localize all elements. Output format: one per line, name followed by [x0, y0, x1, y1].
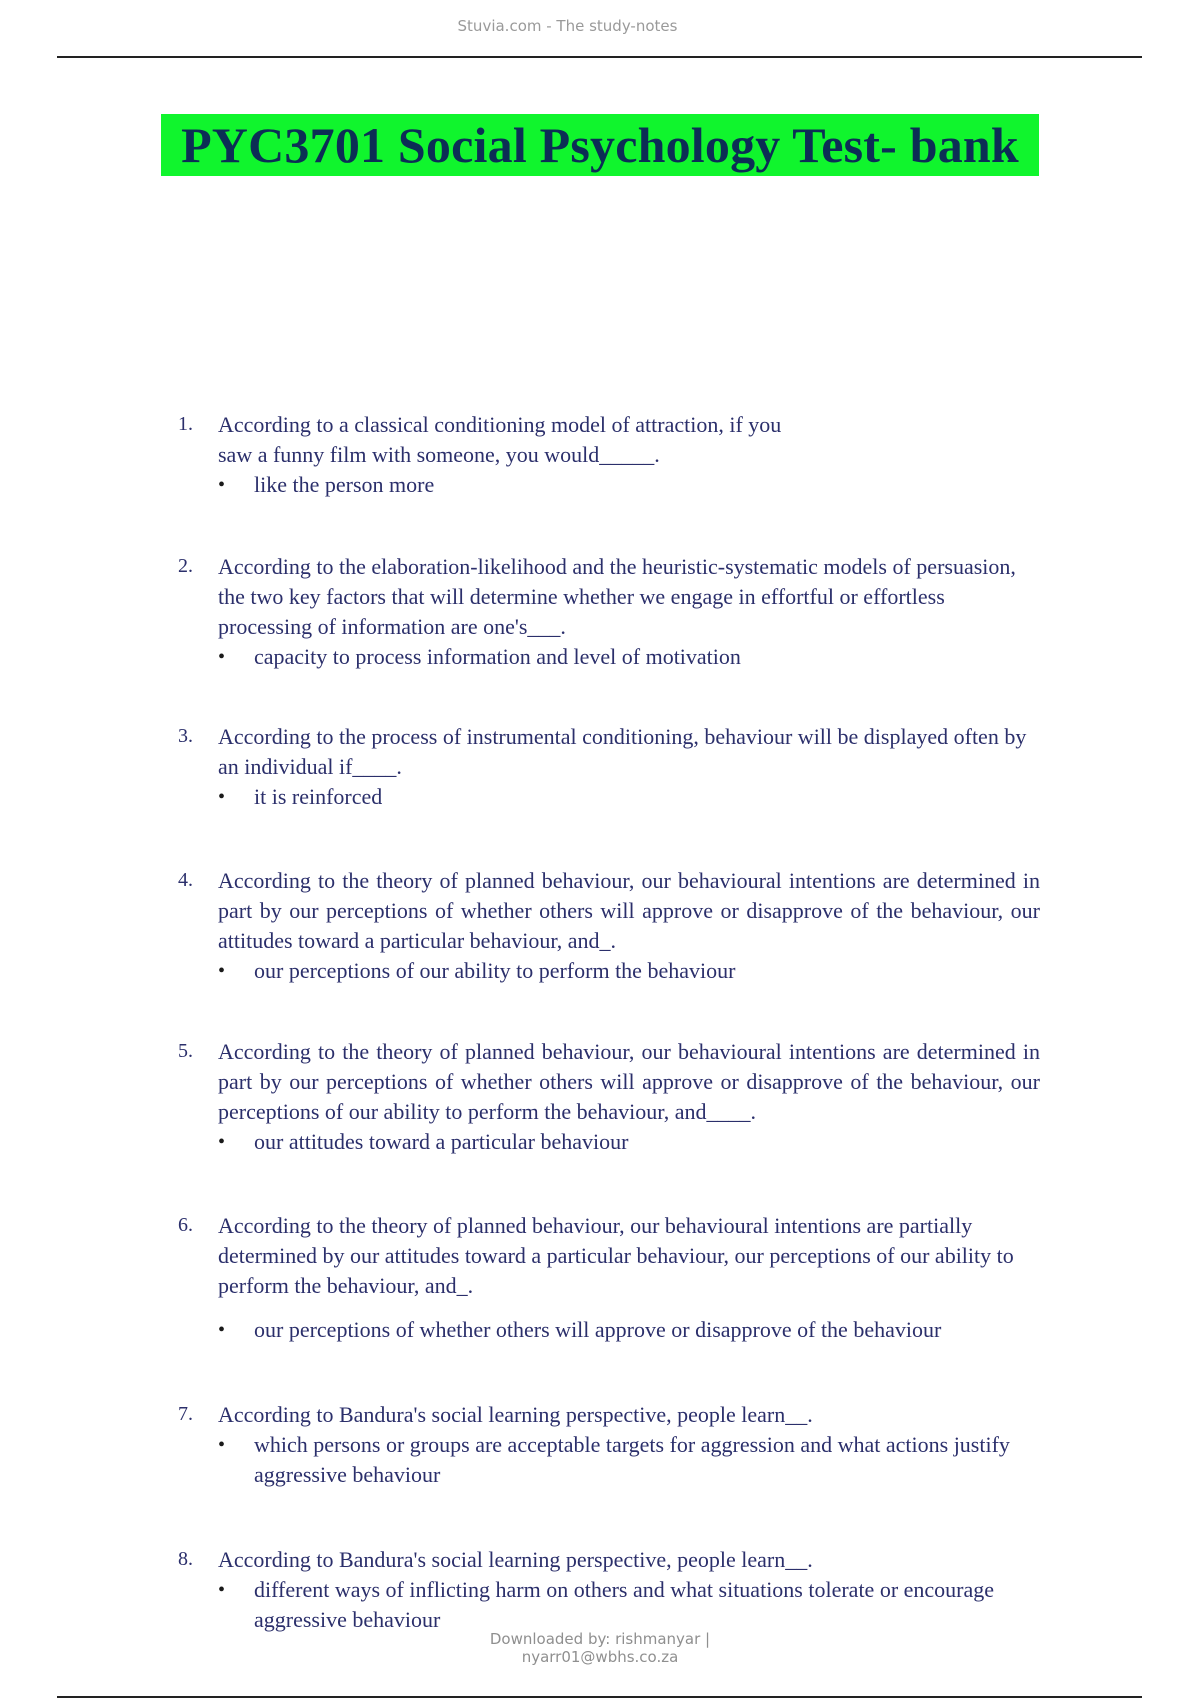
bullet-icon: • [218, 474, 226, 496]
answer-item [218, 1430, 1034, 1490]
bullet-icon: • [218, 786, 226, 808]
answer-text: capacity to process information and level of motivation [254, 644, 741, 669]
answer-text: our attitudes toward a particular behaviour [254, 1129, 629, 1154]
answer-item [218, 956, 1040, 986]
download-footer [0, 1630, 1200, 1666]
answer-item [218, 1127, 1040, 1157]
answer-text: which persons or groups are acceptable targets for aggression and what actions justify aggressive behaviour [254, 1432, 1010, 1487]
bullet-icon: • [218, 1131, 226, 1153]
bullet-icon: • [218, 1579, 226, 1601]
question-text: According to the theory of planned behaviour, our behavioural intentions are partially determined by our attitudes toward a particular behaviour, our perceptions of our ability to perform the behaviour, and_. [218, 1213, 1014, 1298]
download-email: nyarr01@wbhs.co.za [521, 1648, 679, 1666]
question-text: According to the process of instrumental conditioning, behaviour will be displayed often by an individual if____. [218, 724, 1027, 779]
answer-text: different ways of inflicting harm on others and what situations tolerate or encourage aggressive behaviour [254, 1577, 995, 1632]
question-item [178, 1211, 1040, 1345]
question-text: According to the theory of planned behaviour, our behavioural intentions are determined in part by our perceptions of whether others will approve or disapprove of the behaviour, our perceptions of our ability to perform the behaviour, and____. [218, 1039, 1040, 1124]
downloaded-by-text: Downloaded by: rishmanyar | [489, 1630, 711, 1648]
question-item [178, 722, 1040, 812]
footer-divider [57, 1696, 1142, 1698]
answer-item [218, 1575, 1014, 1635]
page-title: PYC3701 Social Psychology Test- bank [181, 117, 1019, 173]
question-number: 1. [178, 413, 193, 435]
question-item [178, 1037, 1040, 1157]
question-number: 2. [178, 555, 193, 577]
question-number: 7. [178, 1403, 193, 1425]
bullet-icon: • [218, 646, 226, 668]
bullet-icon: • [218, 1319, 226, 1341]
question-item [178, 1545, 1040, 1635]
question-number: 3. [178, 725, 193, 747]
answer-item [218, 470, 1040, 500]
question-number: 4. [178, 869, 193, 891]
answer-item [218, 782, 1040, 812]
question-text: According to Bandura's social learning perspective, people learn__. [218, 1402, 813, 1427]
question-number: 8. [178, 1548, 193, 1570]
answer-text: like the person more [254, 472, 435, 497]
question-item [178, 866, 1040, 986]
answer-text: our perceptions of our ability to perform the behaviour [254, 958, 736, 983]
question-item [178, 552, 1040, 672]
question-text: According to the theory of planned behaviour, our behavioural intentions are determined in part by our perceptions of whether others will approve or disapprove of the behaviour, our attitudes toward a particular behaviour, and_. [218, 868, 1040, 953]
question-number: 6. [178, 1214, 193, 1236]
answer-item [218, 642, 1040, 672]
question-item [178, 410, 1040, 500]
bullet-icon: • [218, 960, 226, 982]
question-item [178, 1400, 1040, 1490]
question-text: According to Bandura's social learning perspective, people learn__. [218, 1547, 813, 1572]
question-text: According to a classical conditioning model of attraction, if you saw a funny film with someone, you would_____. [218, 412, 782, 467]
answer-text: our perceptions of whether others will approve or disapprove of the behaviour [254, 1317, 942, 1342]
answer-item [218, 1315, 1040, 1345]
source-watermark: Stuvia.com - The study-notes [457, 17, 678, 35]
bullet-icon: • [218, 1434, 226, 1456]
question-number: 5. [178, 1040, 193, 1062]
answer-text: it is reinforced [254, 784, 383, 809]
question-text: According to the elaboration-likelihood and the heuristic-systematic models of persuasion, the two key factors that will determine whether we engage in effortful or effortless processing of information are one's___. [218, 554, 1016, 639]
